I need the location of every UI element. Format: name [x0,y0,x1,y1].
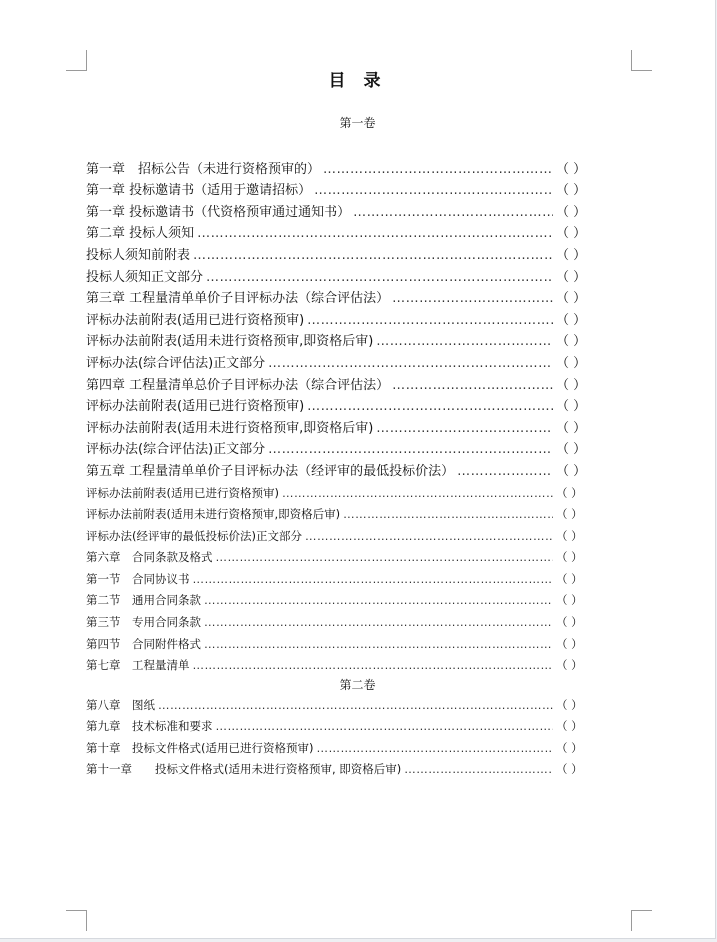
toc-page-number-placeholder: （ ） [556,697,583,712]
toc-page-number-placeholder: （ ） [556,399,587,415]
toc-leader-dots [193,247,553,264]
toc-entry-label: 评标办法前附表(适用未进行资格预审,即资格后审) [86,334,374,350]
toc-entry[interactable] [86,609,586,631]
toc-entry[interactable] [86,394,586,416]
toc-entry-label: 评标办法(综合评估法)正文部分 [86,355,266,371]
toc-entry-label: 第四节 合同附件格式 [86,636,201,651]
toc-entry-label: 第八章 图纸 [86,697,155,712]
toc-leader-dots [376,420,553,437]
toc-entry[interactable] [86,714,586,736]
toc-page-number-placeholder: （ ） [556,377,587,393]
toc-entry[interactable] [86,156,586,178]
toc-page-number-placeholder: （ ） [556,247,587,263]
toc-leader-dots [204,614,553,631]
toc-entry-label: 评标办法(综合评估法)正文部分 [86,442,266,458]
toc-leader-dots [343,506,553,523]
toc-page-number-placeholder: （ ） [556,420,587,436]
toc-page-number-placeholder: （ ） [556,183,587,199]
toc-list-volume-2 [86,692,586,778]
toc-entry-label: 评标办法前附表(适用未进行资格预审,即资格后审) [86,507,341,522]
toc-leader-dots [193,571,554,588]
toc-entry-label: 第一章 招标公告（未进行资格预审的） [86,161,321,177]
page-corner-mark [66,910,87,931]
toc-entry[interactable] [86,437,586,459]
toc-entry-label: 第六章 合同条款及格式 [86,550,213,565]
toc-list-volume-1 [86,156,586,674]
toc-entry[interactable] [86,458,586,480]
toc-page-number-placeholder: （ ） [556,334,587,350]
toc-leader-dots [457,463,553,480]
toc-leader-dots [307,312,553,329]
toc-entry[interactable] [86,757,586,779]
toc-leader-dots [268,355,553,372]
toc-page-number-placeholder: （ ） [556,528,583,543]
toc-entry[interactable] [86,631,586,653]
toc-leader-dots [314,182,553,199]
toc-leader-dots [323,161,553,178]
toc-page-number-placeholder: （ ） [556,740,583,755]
toc-entry-label: 投标人须知正文部分 [86,269,204,285]
toc-entry[interactable] [86,415,586,437]
toc-page-number-placeholder: （ ） [556,571,583,586]
toc-leader-dots [392,290,553,307]
toc-entry-label: 评标办法前附表(适用已进行资格预审) [86,399,305,415]
toc-leader-dots [392,377,553,394]
toc-entry-label: 第三节 专用合同条款 [86,615,201,630]
toc-page-number-placeholder: （ ） [556,593,583,608]
toc-page-number-placeholder: （ ） [556,312,587,328]
toc-page-number-placeholder: （ ） [556,636,583,651]
toc-entry-label: 投标人须知前附表 [86,247,191,263]
toc-entry-label: 第五章 工程量清单单价子目评标办法（经评审的最低投标价法） [86,463,455,479]
toc-leader-dots [376,333,553,350]
toc-entry-label: 第四章 工程量清单总价子目评标办法（综合评估法） [86,377,390,393]
toc-entry[interactable] [86,566,586,588]
toc-leader-dots [316,740,553,757]
toc-entry-label: 评标办法(经评审的最低投标价法)正文部分 [86,528,302,543]
toc-page-number-placeholder: （ ） [556,507,583,522]
volume-heading-2: 第二卷 [339,678,376,692]
toc-entry[interactable] [86,286,586,308]
toc-leader-dots [158,697,553,714]
toc-page-number-placeholder: （ ） [556,463,587,479]
toc-page-number-placeholder: （ ） [556,550,583,565]
toc-page-number-placeholder: （ ） [556,658,583,673]
toc-entry-label: 第十一章 投标文件格式(适用未进行资格预审, 即资格后审) [86,762,402,777]
toc-entry-label: 第三章 工程量清单单价子目评标办法（综合评估法） [86,291,390,307]
toc-leader-dots [268,441,553,458]
toc-leader-dots [197,225,553,242]
toc-leader-dots [206,269,553,286]
toc-entry[interactable] [86,307,586,329]
toc-leader-dots [404,761,553,778]
toc-leader-dots [305,528,553,545]
toc-entry[interactable] [86,545,586,567]
toc-entry-label: 第二节 通用合同条款 [86,593,201,608]
toc-entry-label: 评标办法前附表(适用已进行资格预审) [86,312,305,328]
toc-page-number-placeholder: （ ） [556,226,587,242]
toc-entry-label: 第一章 投标邀请书（代资格预审通过通知书） [86,204,351,220]
toc-entry-label: 第七章 工程量清单 [86,658,190,673]
volume-heading-1: 第一卷 [339,116,376,130]
toc-page-number-placeholder: （ ） [556,719,583,734]
toc-entry[interactable] [86,350,586,372]
toc-entry-label: 评标办法前附表(适用已进行资格预审) [86,485,279,500]
toc-entry-label: 第九章 技术标准和要求 [86,719,213,734]
toc-entry[interactable] [86,523,586,545]
toc-entry-label: 第一节 合同协议书 [86,571,190,586]
toc-page-number-placeholder: （ ） [556,161,587,177]
toc-page-number-placeholder: （ ） [556,762,583,777]
toc-entry[interactable] [86,329,586,351]
toc-entry[interactable] [86,588,586,610]
toc-leader-dots [216,718,554,735]
toc-entry[interactable] [86,372,586,394]
toc-page-number-placeholder: （ ） [556,269,587,285]
toc-entry[interactable] [86,242,586,264]
toc-page-number-placeholder: （ ） [556,355,587,371]
toc-page-number-placeholder: （ ） [556,615,583,630]
toc-page-number-placeholder: （ ） [556,291,587,307]
toc-leader-dots [307,398,553,415]
toc-entry-label: 第十章 投标文件格式(适用已进行资格预审) [86,740,314,755]
toc-page-number-placeholder: （ ） [556,442,587,458]
toc-entry[interactable] [86,692,586,714]
page-corner-mark [631,910,652,931]
toc-leader-dots [204,592,553,609]
toc-entry[interactable] [86,199,586,221]
toc-leader-dots [282,485,553,502]
toc-page-number-placeholder: （ ） [556,485,583,500]
toc-leader-dots [216,549,554,566]
toc-entry[interactable] [86,653,586,675]
toc-entry[interactable] [86,502,586,524]
toc-entry[interactable] [86,264,586,286]
toc-leader-dots [204,636,553,653]
toc-entry[interactable] [86,178,586,200]
toc-leader-dots [193,657,554,674]
toc-entry[interactable] [86,735,586,757]
toc-page-number-placeholder: （ ） [556,204,587,220]
toc-leader-dots [353,204,553,221]
toc-entry-label: 第一章 投标邀请书（适用于邀请招标） [86,183,312,199]
toc-entry[interactable] [86,480,586,502]
toc-entry-label: 评标办法前附表(适用未进行资格预审,即资格后审) [86,420,374,436]
toc-entry-label: 第二章 投标人须知 [86,226,195,242]
page-title: 目 录 [328,71,387,91]
toc-entry[interactable] [86,221,586,243]
